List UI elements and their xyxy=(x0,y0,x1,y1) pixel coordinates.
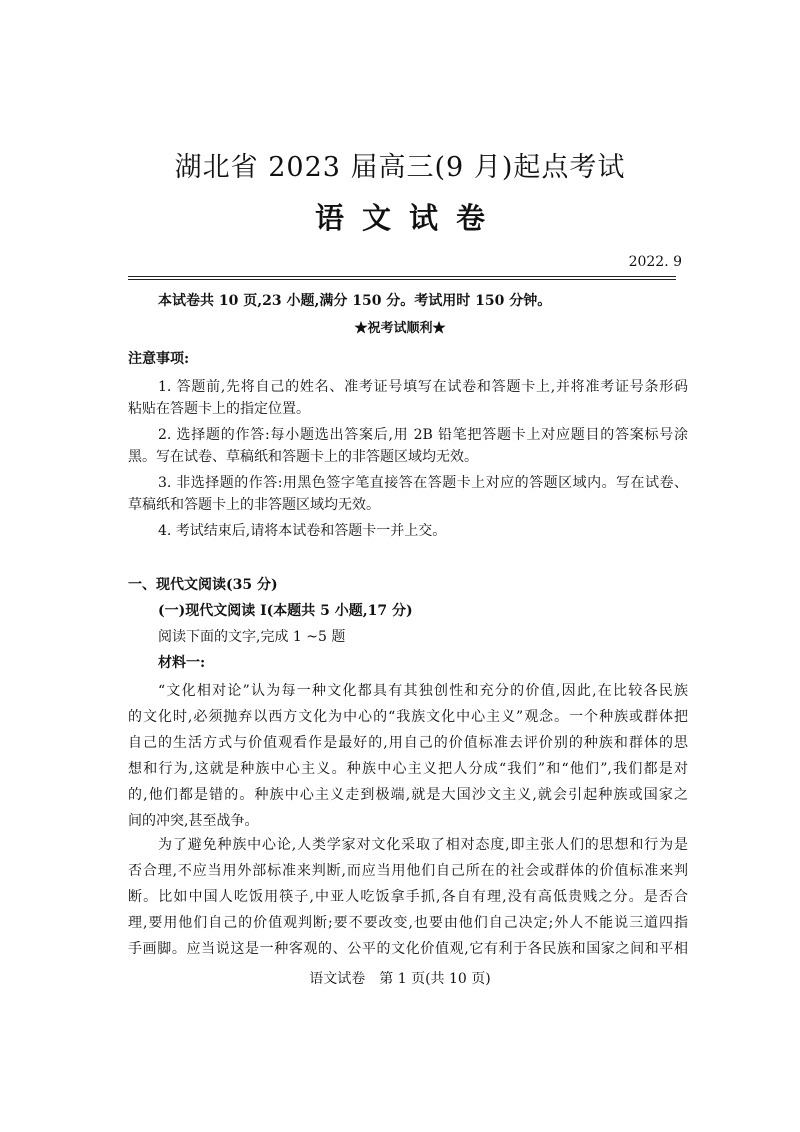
passage-line: 想和行为,这就是种族中心主义。种族中心主义把人分成“我们”和“他们”,我们都是对 xyxy=(128,761,688,777)
material-label: 材料一: xyxy=(158,655,206,671)
passage-line: 为了避免种族中心论,人类学家对文化采取了相对态度,即主张人们的思想和行为是 xyxy=(158,837,688,853)
note-line: 1. 答题前,先将自己的姓名、准考证号填写在试卷和答题卡上,并将准考证号条形码 xyxy=(158,379,688,395)
passage-line: 间的冲突,甚至战争。 xyxy=(128,813,259,829)
passage-line: 自己的生活方式与价值观看作是最好的,用自己的价值标准去评价别的种族和群体的思 xyxy=(128,735,688,751)
passage-line: 否合理,不应当用外部标准来判断,而应当用他们自己所在的社会或群体的价值标准来判 xyxy=(128,863,688,879)
exam-subject: 语文试卷 xyxy=(314,201,503,235)
page-footer: 语文试卷 第 1 页(共 10 页) xyxy=(309,971,491,987)
passage-line: 理,要用他们自己的价值观判断;要不要改变,也要由他们自己决定;外人不能说三道四指 xyxy=(128,915,688,931)
note-line: 2. 选择题的作答:每小题选出答案后,用 2B 铅笔把答题卡上对应题目的答案标号涂 xyxy=(158,427,688,443)
exam-title: 湖北省 2023 届高三(9 月)起点考试 xyxy=(174,152,626,183)
header-divider xyxy=(128,276,676,280)
section-heading: 一、现代文阅读(35 分) xyxy=(128,577,278,593)
notes-heading: 注意事项: xyxy=(128,351,190,367)
passage-line: 的,他们都是错的。种族中心主义走到极端,就是大国沙文主义,就会引起种族或国家之 xyxy=(128,787,688,803)
subsection-heading: (一)现代文阅读 I(本题共 5 小题,17 分) xyxy=(158,603,413,619)
passage-line: 的文化时,必须抛弃以西方文化为中心的“我族文化中心主义”观念。一个种族或群体把 xyxy=(128,709,688,725)
reading-instruction: 阅读下面的文字,完成 1 ~5 题 xyxy=(158,629,346,645)
exam-info: 本试卷共 10 页,23 小题,满分 150 分。考试用时 150 分钟。 xyxy=(158,293,552,309)
note-line: 草稿纸和答题卡上的非答题区域均无效。 xyxy=(128,497,380,513)
passage-line: “文化相对论”认为每一种文化都具有其独创性和充分的价值,因此,在比较各民族 xyxy=(158,683,688,699)
note-line: 3. 非选择题的作答:用黑色签字笔直接答在答题卡上对应的答题区域内。写在试卷、 xyxy=(158,475,688,491)
good-luck-banner: ★祝考试顺利★ xyxy=(354,321,446,336)
note-line: 黑。写在试卷、草稿纸和答题卡上的非答题区域均无效。 xyxy=(128,449,478,465)
passage-line: 断。比如中国人吃饭用筷子,中亚人吃饭拿手抓,各自有理,没有高低贵贱之分。是否合 xyxy=(128,889,688,905)
exam-date: 2022. 9 xyxy=(628,254,682,270)
passage-line: 手画脚。应当说这是一种客观的、公平的文化价值观,它有利于各民族和国家之间和平相 xyxy=(128,941,688,957)
note-line: 4. 考试结束后,请将本试卷和答题卡一并上交。 xyxy=(158,523,447,539)
note-line: 粘贴在答题卡上的指定位置。 xyxy=(128,401,310,417)
